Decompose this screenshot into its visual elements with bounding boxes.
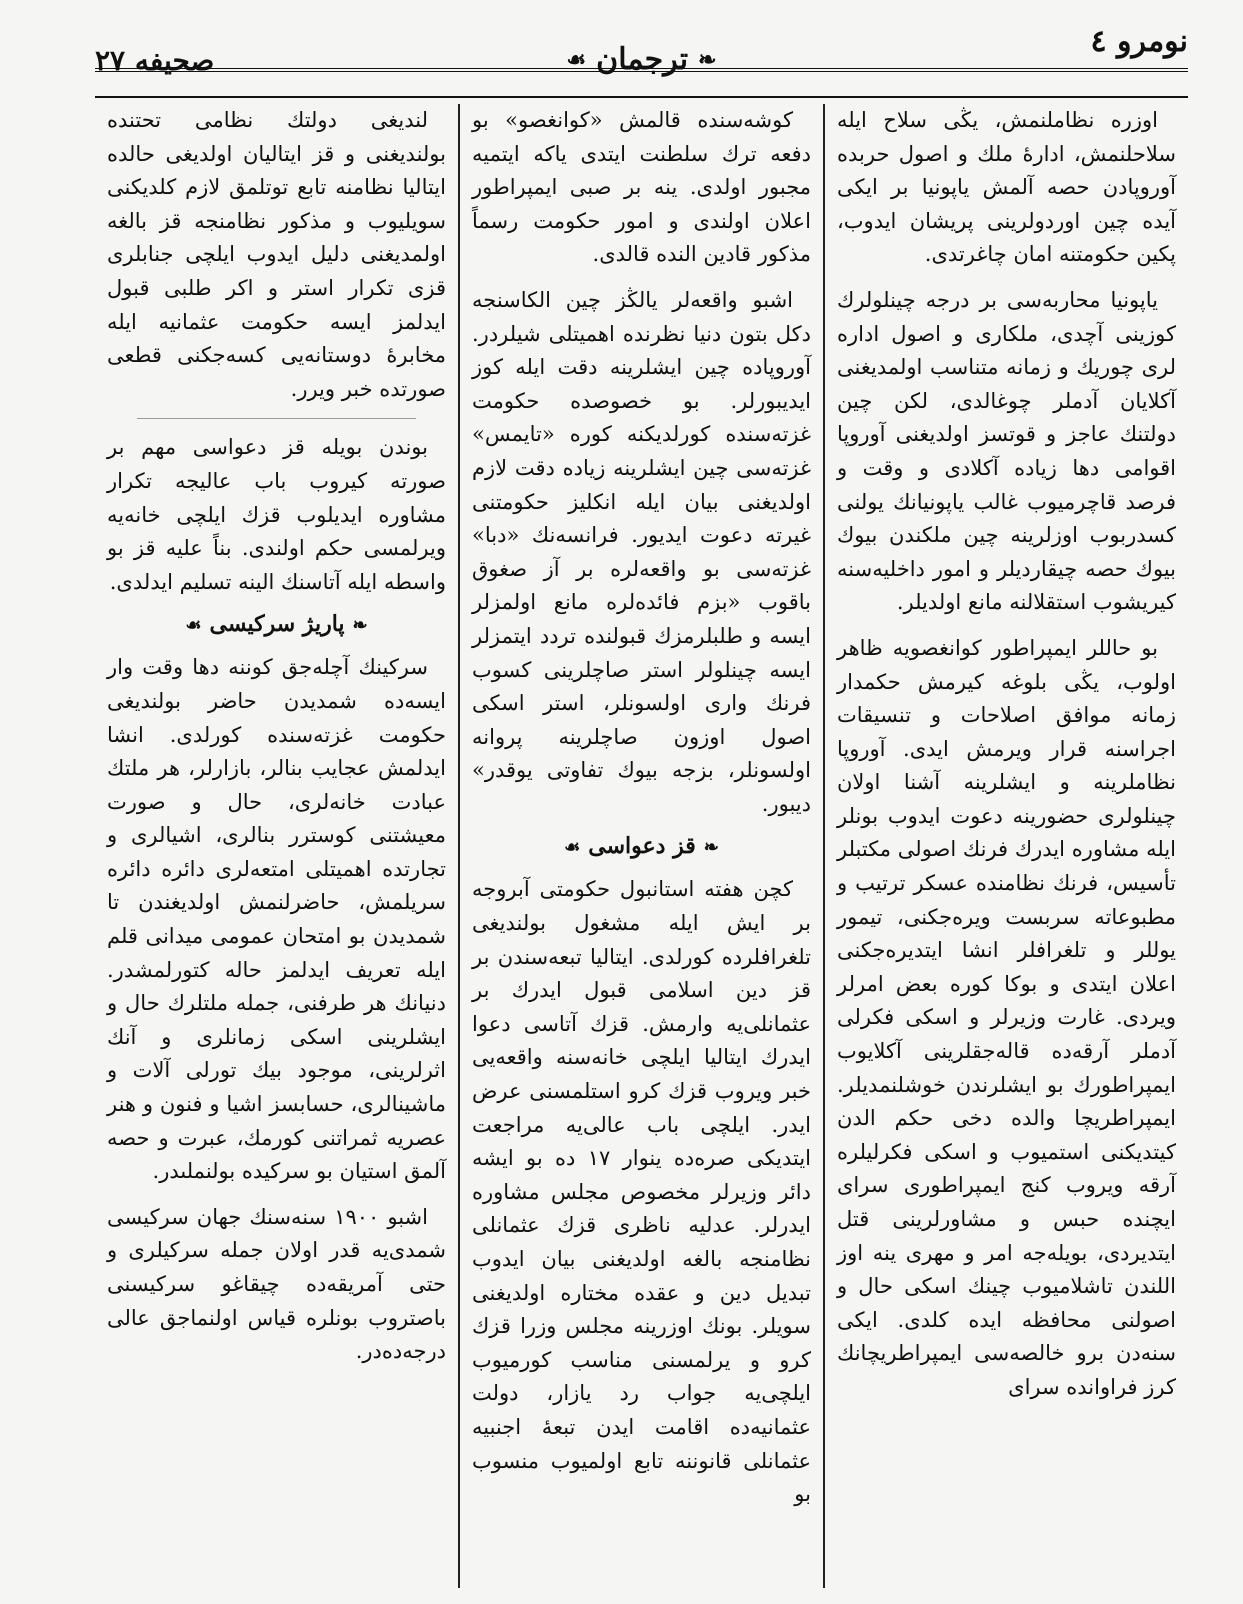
flourish-icon: ☙ (564, 837, 581, 859)
masthead-title: ترجمان (596, 42, 689, 77)
section-heading-text: قز دعواسى (588, 833, 696, 860)
flourish-icon: ❧ (698, 46, 717, 73)
section-heading (107, 611, 446, 637)
issue-number: نومرو ٤ (1090, 24, 1188, 59)
header-rule (95, 68, 1188, 72)
flourish-icon: ❧ (703, 837, 719, 859)
paragraph: اوزره نظاملنمش، يڭى سلاح ايله سلاحلنمش، ادارۀ ملك و اصول حربده آوروپادن حصه آلمش ياپونيا بر ايكى آيده چين اوردولرينى پريشان ايدوب، پكين حكومتنه امان چاغرتدى. (837, 108, 1176, 267)
paragraph: لنديغى دولتك نظامى تحتنده بولنديغنى و قز ايتاليان اولديغى حالده ايتاليا نظامنه تابع توتلمق لازم كلديكنى سويليوب و مذكور نظامنجه قز بالغه اولمديغنى دليل ايدوب ايلچى جنابلرى قزى تكرار استر و اكر طلبى قبول ايدلمز ايسه حكومت عثمانيه ايله مخابرۀ دوستانه‌يى كسه‌جكنى قطعى صورتده خبر ويرر. (107, 108, 446, 401)
paragraph: اشبو ١٩٠٠ سنه‌سنك جهان سركيسى شمدى‌يه قدر اولان جمله سركيلرى و حتى آمريقه‌ده چيقاغو سركيسنى باصتروب بونلره قياس اولنماجق عالى درجه‌ده‌در. (107, 1204, 446, 1364)
paragraph: سركينك آچلەجق كوننه دها وقت وار ايسه‌ده شمديدن حاضر بولنديغى حكومت غزته‌سنده كورلدى. انشا ايدلمش عجايب بنالر، بازارلر، هر ملتك عبادت خانه‌لرى، حال و صورت معيشتنى كوسترر بنالرى، اشيالرى و تجارتده اهميتلى امتعه‌لرى دائره دائره سريلمش، حاضرلنمش اولديغندن تا شمديدن بو امتحان عمومى ميدانى قلم ايله تعريف ايدلمز حاله كتورلمشدر. دنيانك هر طرفنى، جمله ملتلرك حال و ايشلرينى اسكى زمانلرى و آنك اثرلرينى، موجود بيك تورلى آلات و ماشينالرى، حسابسز اشيا و فنون و هنر عصريه ثمراتنى كورمك، عبرت و حصه آلمق استيان بو سركيده بولنملىدر. (107, 655, 446, 1184)
paragraph-separator (137, 418, 416, 419)
header-underline (95, 96, 1188, 98)
paragraph: بوندن بويله قز دعواسى مهم بر صورته كيروب باب عاليجه تكرار مشاوره ايديلوب قزك ايلچى خانه‌يه ويرلمسى حكم اولندى. بناً عليه قز بو واسطه ايله آتاسنك الينه تسليم ايدلدى. (107, 435, 446, 594)
paragraph: ياپونيا محاربه‌سى بر درجه چينلولرك كوزينى آچدى، ملكارى و اصول اداره لرى چوريك و زمانه متناسب اولمديغنى آكلايان آدملر چوغالدى، لكن چين دولتنك عاجز و قوتسز اولديغنى آوروپا اقوامى دها زياده آكلادى و وقت و فرصد قاچرميوب غالب ياپونيانك يولنى كسدربوب اوزلرينه چين ملكندن بيوك بيوك حصه چيقارديلر و امور داخليه‌سنه كيريشوب استقلالنه مانع اولديلر. (837, 287, 1176, 615)
flourish-icon: ☙ (185, 615, 202, 637)
column-middle (460, 104, 825, 1588)
page-header (95, 24, 1188, 94)
paragraph: كوشه‌سنده قالمش «كوانغصو» بو دفعه ترك سلطنت ايتدى ياكه ايتميه مجبور اولدى. ينه بر صبى ايمپراطور اعلان اولندى و امور حكومت رسماً مذكور قادين النده قالدى. (472, 108, 811, 267)
page-number: صحيفه ٢٧ (95, 44, 215, 77)
section-heading-text: پاريژ سركيسى (209, 611, 345, 638)
section-heading (472, 833, 811, 859)
paragraph: بو حاللر ايمپراطور كوانغصويه ظاهر اولوب، يڭى بلوغه كيرمش حكمدار زمانه موافق اصلاحات و تنسيقات اجراسنه قرار ويرمش ايدى. آوروپا نظاملرينه و ايشلرينه آشنا اولان چينلولرى حضورينه دعوت ايدوب بونلر ايله مشاوره ايدرك فرنك اصولى مكتبلر تأسيس، فرنك نظامنده عسكر ترتيب و مطبوعاته سربست ويره‌جكنى، تيمور يوللر و تلغرافلر انشا ايتديره‌جكنى اعلان ايتدى و بوكا كوره بعض امرلر ويردى. غارت وزيرلر و اسكى فكرلى آدملر آرقه‌ده قاله‌جقلرينى آكلايوب ايمپراطورك بو ايشلرندن خوشلنمديلر. ايمپراطريچا والده دخى حكم الدن كيتديكنى استميوب و اسكى فكرليلره آرقه ويروب كنج ايمپراطورى سراى ايچنده حبس و مشاورلرينى قتل ايتديردى، بويله‌جه امر و مهرى ينه اوز اللندن تاشلاميوب چينك اسكى حال و اصولنى محافظه ايده كلدى. ايكى سنه‌دن برو خالصه‌سى ايمپراطريچانك كرز فراوانده سراى (837, 635, 1176, 1399)
paragraph: اشبو واقعه‌لر يالڭز چين الكاسنجه دكل بتون دنيا نظرنده اهميتلى شيلردر. آوروپاده چين ايشلرينه دقت ايله كوز ايديبورلر. بو خصوصده حكومت غزته‌سنده كورلديكنه كوره «تايمس» غزته‌سى چين ايشلرينه زياده دقت لازم اولديغنى بيان ايله انكليز حكومتنى غيرته دعوت ايديور. فرانسه‌نك «دبا» غزته‌سى بو واقعه‌لره بر آز صغوق باقوب «بزم فائده‌لره مانع اولمزلر ايسه و طلبلرمزك قبولنده تردد ايتمزلر ايسه چينلولر استر صاچلرينى كسوب فرنك وارى اولسونلر، استر اسكى اصول اوزون صاچلرينه پروانه اولسونلر، بزجه بيوك تفاوتى يوقدر» ديبور. (472, 287, 811, 816)
column-right (825, 104, 1188, 1588)
column-left (95, 104, 460, 1588)
flourish-icon: ❧ (352, 615, 368, 637)
text-columns (95, 104, 1188, 1588)
paragraph: كچن هفته استانبول حكومتى آبروجه بر ايش ايله مشغول بولنديغى تلغرافلرده كورلدى. ايتاليا تبعه‌سندن بر قز دين اسلامى قبول ايدرك بر عثمانلى‌يه وارمش. قزك آتاسى دعوا ايدرك ايتاليا ايلچى خانه‌سنه واقعه‌يى خبر ويروب قزك كرو استلمسنى عرض ايدر. ايلچى باب عالى‌يه مراجعت ايتديكى صره‌ده ينوار ١٧ ده بو ايشه دائر وزيرلر مخصوص مجلس مشاوره ايدرلر. عدليه ناظرى قزك عثمانلى نظامنجه بالغه اولديغنى بيان ايدوب تبديل دين و عقده مختاره اولديغنى سويلر. بونك اوزرينه مجلس وزرا قزك كرو و يرلمسنى مناسب كورميوب ايلچى‌يه جواب رد يازار، دولت عثمانيه‌ده اقامت ايدن تبعۀ اجنبيه عثمانلى قانوننه تابع اولميوب منسوب بو (472, 877, 812, 1507)
flourish-icon: ☙ (566, 46, 587, 73)
